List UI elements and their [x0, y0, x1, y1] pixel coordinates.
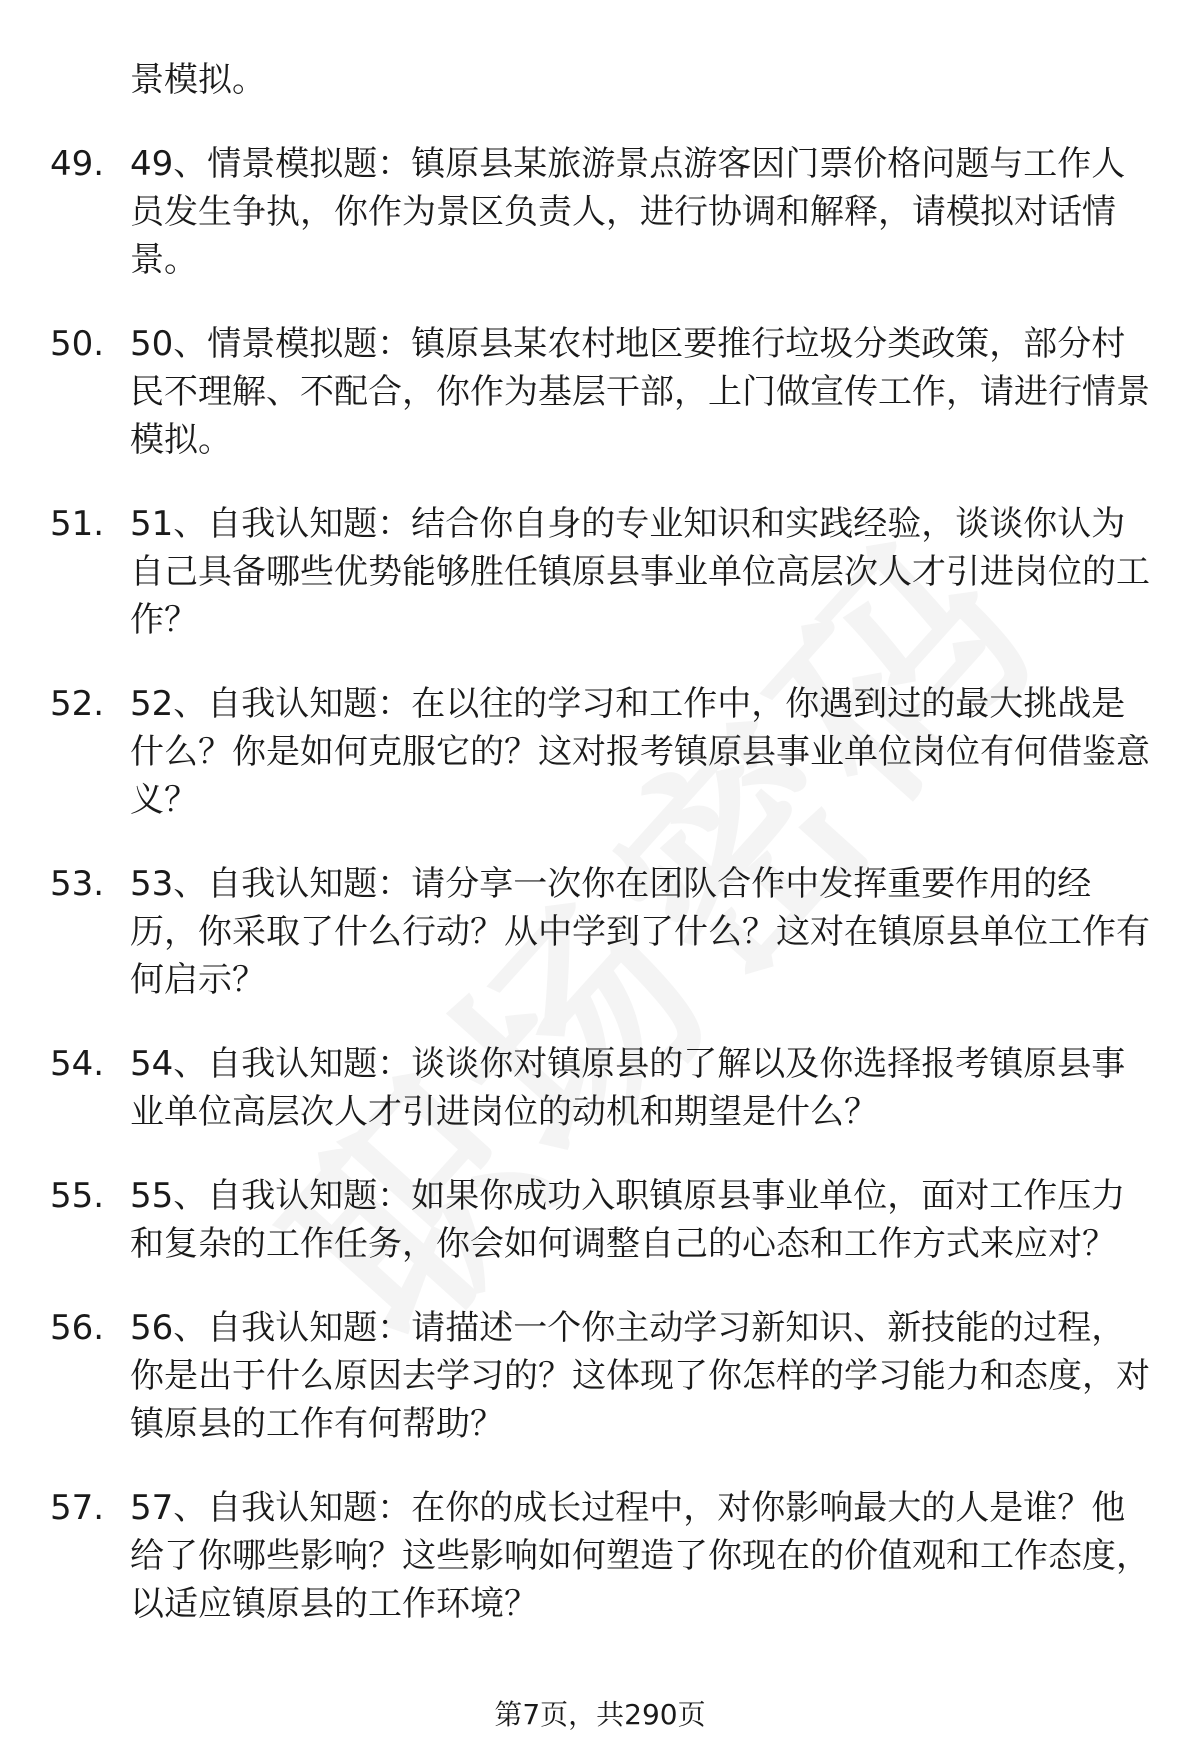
question-text: 55、自我认知题：如果你成功入职镇原县事业单位，面对工作压力和复杂的工作任务，你会如何调整自己的心态和工作方式来应对？	[130, 1176, 1126, 1264]
list-item	[0, 1172, 1200, 1268]
question-number: 52.	[50, 684, 105, 724]
list-item	[0, 1040, 1200, 1136]
question-number: 54.	[50, 1044, 105, 1084]
question-number: 56.	[50, 1308, 105, 1348]
question-text: 49、情景模拟题：镇原县某旅游景点游客因门票价格问题与工作人员发生争执，你作为景区负责人，进行协调和解释，请模拟对话情景。	[130, 144, 1126, 280]
question-number: 57.	[50, 1488, 105, 1528]
list-item	[0, 680, 1200, 824]
list-item	[0, 860, 1200, 1004]
list-item	[0, 320, 1200, 464]
question-number: 55.	[50, 1176, 105, 1216]
list-item	[0, 1484, 1200, 1628]
list-item	[0, 1304, 1200, 1448]
question-text: 51、自我认知题：结合你自身的专业知识和实践经验，谈谈你认为自己具备哪些优势能够胜任镇原县事业单位高层次人才引进岗位的工作？	[130, 504, 1150, 640]
continuation-text: 景模拟。	[130, 60, 266, 100]
question-text: 52、自我认知题：在以往的学习和工作中，你遇到过的最大挑战是什么？你是如何克服它的？这对报考镇原县事业单位岗位有何借鉴意义？	[130, 684, 1150, 820]
page-footer: 第7页，共290页	[494, 1698, 706, 1731]
question-number: 49.	[50, 144, 105, 184]
question-text: 56、自我认知题：请描述一个你主动学习新知识、新技能的过程，你是出于什么原因去学习的？这体现了你怎样的学习能力和态度，对镇原县的工作有何帮助？	[130, 1308, 1150, 1444]
question-number: 50.	[50, 324, 105, 364]
question-number: 51.	[50, 504, 105, 544]
question-text: 54、自我认知题：谈谈你对镇原县的了解以及你选择报考镇原县事业单位高层次人才引进岗位的动机和期望是什么？	[130, 1044, 1126, 1132]
question-number: 53.	[50, 864, 105, 904]
question-text: 53、自我认知题：请分享一次你在团队合作中发挥重要作用的经历，你采取了什么行动？从中学到了什么？这对在镇原县单位工作有何启示？	[130, 864, 1150, 1000]
question-list	[0, 140, 1200, 1664]
list-item	[0, 500, 1200, 644]
list-item	[0, 140, 1200, 284]
question-text: 57、自我认知题：在你的成长过程中，对你影响最大的人是谁？他给了你哪些影响？这些影响如何塑造了你现在的价值观和工作态度，以适应镇原县的工作环境？	[130, 1488, 1150, 1624]
question-text: 50、情景模拟题：镇原县某农村地区要推行垃圾分类政策，部分村民不理解、不配合，你作为基层干部，上门做宣传工作，请进行情景模拟。	[130, 324, 1150, 460]
